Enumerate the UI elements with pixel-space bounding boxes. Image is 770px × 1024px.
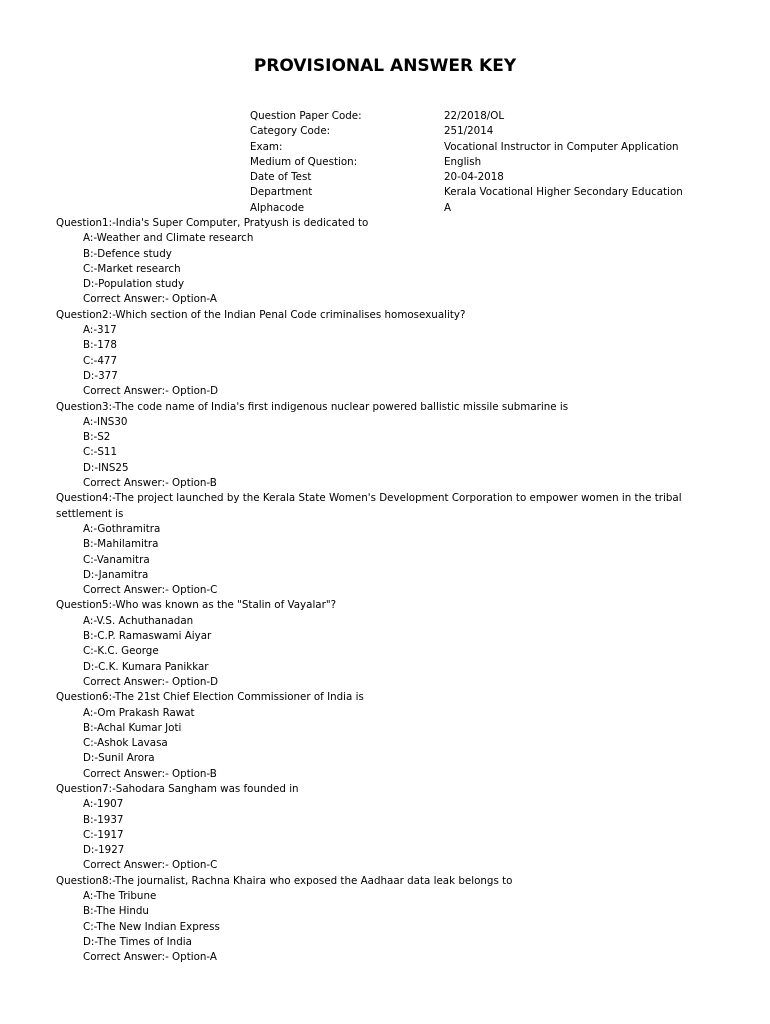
meta-row-date xyxy=(250,170,683,185)
option-a: A:-1907 xyxy=(83,798,124,811)
option-a: A:-317 xyxy=(83,324,117,337)
question-text: Question4:-The project launched by the Kerala State Women's Development Corporation to empower women in the tribal settlement is xyxy=(56,492,682,520)
option-b: B:-Mahilamitra xyxy=(83,538,159,551)
option-d: D:-1927 xyxy=(83,844,125,857)
question-text: Question1:-India's Super Computer, Pratyush is dedicated to xyxy=(56,217,369,229)
meta-value: A xyxy=(444,201,452,214)
meta-label: Category Code: xyxy=(250,125,331,138)
meta-row-alphacode xyxy=(250,201,683,216)
option-b: B:-Defence study xyxy=(83,247,172,260)
option-d: D:-Population study xyxy=(83,278,185,291)
option-a: A:-Gothramitra xyxy=(83,522,161,535)
option-b: B:-Achal Kumar Joti xyxy=(83,721,182,734)
option-d: D:-C.K. Kumara Panikkar xyxy=(83,660,209,673)
option-c: C:-S11 xyxy=(83,446,118,459)
option-c: C:-1917 xyxy=(83,828,124,841)
correct-answer: Correct Answer:- Option-A xyxy=(83,951,217,964)
page-title: PROVISIONAL ANSWER KEY xyxy=(253,56,517,76)
option-b: B:-The Hindu xyxy=(83,905,149,918)
question-3 xyxy=(56,400,706,492)
meta-row-paper-code xyxy=(250,109,683,124)
option-c: C:-477 xyxy=(83,354,118,367)
correct-answer: Correct Answer:- Option-A xyxy=(83,293,217,306)
meta-label: Medium of Question: xyxy=(250,155,358,168)
option-b: B:-C.P. Ramaswami Aiyar xyxy=(83,630,212,643)
meta-row-exam xyxy=(250,140,683,155)
meta-label: Question Paper Code: xyxy=(250,110,362,122)
option-b: B:-178 xyxy=(83,339,117,352)
question-7 xyxy=(56,782,706,874)
meta-row-medium xyxy=(250,155,683,170)
meta-label: Exam: xyxy=(250,140,283,153)
question-text: Question2:-Which section of the Indian Penal Code criminalises homosexuality? xyxy=(56,308,466,321)
option-a: A:-Weather and Climate research xyxy=(83,232,254,245)
option-c: C:-Vanamitra xyxy=(83,553,150,566)
question-5 xyxy=(56,598,706,690)
question-1 xyxy=(56,216,706,308)
option-a: A:-Om Prakash Rawat xyxy=(83,706,195,719)
option-d: D:-377 xyxy=(83,369,118,382)
meta-row-category-code xyxy=(250,124,683,139)
question-list xyxy=(56,216,706,966)
correct-answer: Correct Answer:- Option-C xyxy=(83,859,218,872)
option-d: D:-Janamitra xyxy=(83,568,149,581)
question-8 xyxy=(56,874,706,966)
meta-label: Department xyxy=(250,186,313,199)
meta-row-department xyxy=(250,185,683,200)
correct-answer: Correct Answer:- Option-B xyxy=(83,767,217,780)
option-c: C:-Market research xyxy=(83,262,181,275)
question-text: Question7:-Sahodara Sangham was founded in xyxy=(56,782,299,795)
option-a: A:-INS30 xyxy=(83,415,128,428)
correct-answer: Correct Answer:- Option-D xyxy=(83,385,219,398)
question-text: Question5:-Who was known as the "Stalin of Vayalar"? xyxy=(56,599,337,612)
meta-label: Date of Test xyxy=(250,171,312,184)
option-c: C:-K.C. George xyxy=(83,645,159,658)
meta-value: English xyxy=(444,155,482,168)
correct-answer: Correct Answer:- Option-B xyxy=(83,477,217,490)
question-text: Question8:-The journalist, Rachna Khaira who exposed the Aadhaar data leak belongs to xyxy=(56,874,513,887)
option-d: D:-Sunil Arora xyxy=(83,752,155,765)
option-a: A:-The Tribune xyxy=(83,890,157,903)
exam-details xyxy=(250,109,683,216)
meta-value: 20-04-2018 xyxy=(444,171,504,184)
question-2 xyxy=(56,308,706,400)
question-text: Question3:-The code name of India's first indigenous nuclear powered ballistic missile submarine is xyxy=(56,400,569,413)
option-a: A:-V.S. Achuthanadan xyxy=(83,614,194,627)
option-b: B:-S2 xyxy=(83,431,111,444)
question-6 xyxy=(56,690,706,782)
question-text: Question6:-The 21st Chief Election Commissioner of India is xyxy=(56,691,364,704)
correct-answer: Correct Answer:- Option-C xyxy=(83,584,218,597)
option-c: C:-The New Indian Express xyxy=(83,920,220,933)
option-d: D:-INS25 xyxy=(83,461,129,474)
option-c: C:-Ashok Lavasa xyxy=(83,737,168,750)
meta-value: 251/2014 xyxy=(444,125,494,138)
meta-value: Kerala Vocational Higher Secondary Education xyxy=(444,186,683,199)
meta-value: 22/2018/OL xyxy=(444,110,505,122)
option-d: D:-The Times of India xyxy=(83,935,192,948)
meta-value: Vocational Instructor in Computer Application xyxy=(444,140,679,153)
meta-label: Alphacode xyxy=(250,201,305,214)
option-b: B:-1937 xyxy=(83,813,124,826)
question-4 xyxy=(56,491,706,598)
correct-answer: Correct Answer:- Option-D xyxy=(83,675,219,688)
